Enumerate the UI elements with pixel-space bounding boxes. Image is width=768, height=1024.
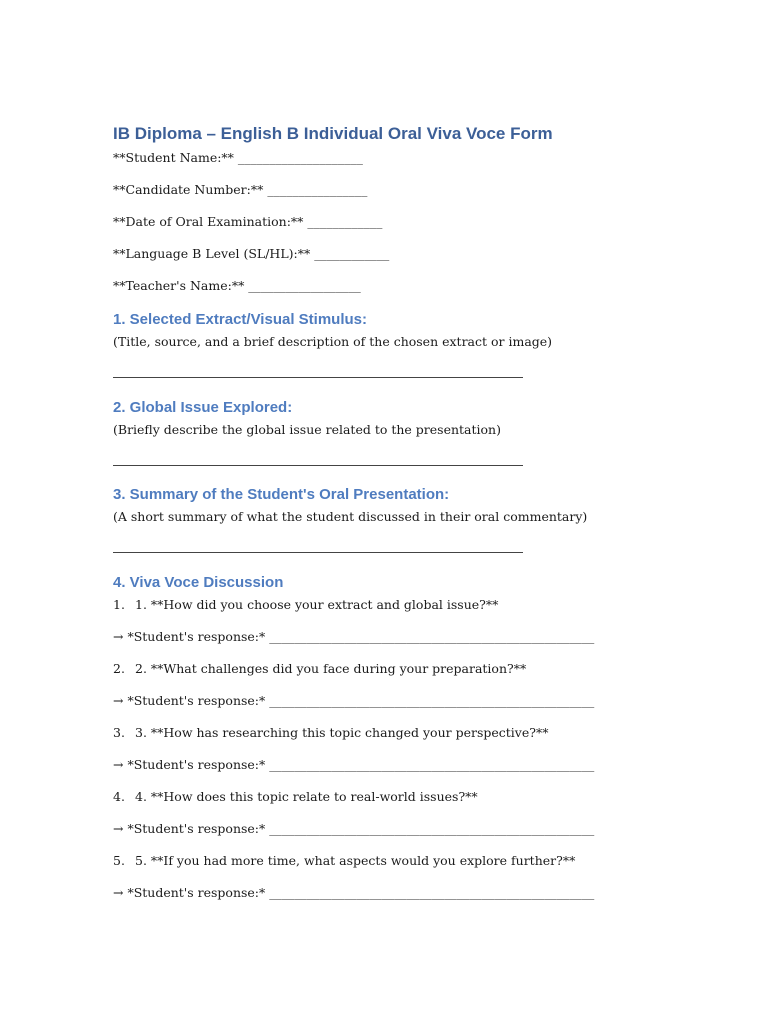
viva-question — [113, 853, 575, 869]
question-number: 2. — [113, 661, 125, 676]
question-text: 4. **How does this topic relate to real-world issues?** — [135, 789, 478, 804]
question-number: 4. — [113, 789, 125, 804]
answer-line-extract — [113, 377, 523, 378]
student-response-line — [113, 885, 594, 901]
response-label: → *Student's response:* — [113, 629, 270, 644]
student-response-line — [113, 757, 594, 773]
response-blank: ____________________________________________________ — [269, 757, 595, 772]
response-blank: ____________________________________________________ — [269, 821, 595, 836]
student-name-field — [113, 150, 363, 166]
field-label: **Date of Oral Examination:** — [113, 214, 308, 229]
response-label: → *Student's response:* — [113, 821, 270, 836]
section-heading-extract: 1. Selected Extract/Visual Stimulus: — [113, 311, 367, 328]
response-label: → *Student's response:* — [113, 757, 270, 772]
field-blank: ________________ — [267, 182, 368, 197]
response-blank: ____________________________________________________ — [269, 693, 595, 708]
section-note-summary: (A short summary of what the student discussed in their oral commentary) — [113, 509, 588, 524]
question-text: 2. **What challenges did you face during your preparation?** — [135, 661, 527, 676]
language-level-field — [113, 246, 389, 262]
field-blank: ____________ — [314, 246, 390, 261]
student-response-line — [113, 629, 594, 645]
section-heading-summary: 3. Summary of the Student's Oral Presentation: — [113, 486, 450, 503]
field-label: **Candidate Number:** — [113, 182, 268, 197]
field-label: **Teacher's Name:** — [113, 278, 249, 293]
field-blank: ____________________ — [237, 150, 363, 165]
question-number: 3. — [113, 725, 125, 740]
section-note-extract: (Title, source, and a brief description of the chosen extract or image) — [113, 334, 553, 349]
question-text: 5. **If you had more time, what aspects would you explore further?** — [135, 853, 576, 868]
section-heading-viva-voce: 4. Viva Voce Discussion — [113, 574, 284, 591]
field-label: **Language B Level (SL/HL):** — [113, 246, 315, 261]
teacher-name-field — [113, 278, 361, 294]
response-blank: ____________________________________________________ — [269, 885, 595, 900]
answer-line-summary — [113, 552, 523, 553]
response-label: → *Student's response:* — [113, 885, 270, 900]
response-blank: ____________________________________________________ — [269, 629, 595, 644]
question-text: 3. **How has researching this topic changed your perspective?** — [135, 725, 549, 740]
section-note-global-issue: (Briefly describe the global issue related to the presentation) — [113, 422, 501, 437]
question-text: 1. **How did you choose your extract and global issue?** — [135, 597, 499, 612]
response-label: → *Student's response:* — [113, 693, 270, 708]
question-number: 1. — [113, 597, 125, 612]
candidate-number-field — [113, 182, 367, 198]
student-response-line — [113, 693, 594, 709]
form-title: IB Diploma – English B Individual Oral Viva Voce Form — [113, 124, 553, 143]
exam-date-field — [113, 214, 382, 230]
field-label: **Student Name:** — [113, 150, 238, 165]
student-response-line — [113, 821, 594, 837]
field-blank: ____________ — [307, 214, 383, 229]
field-blank: __________________ — [248, 278, 361, 293]
viva-question — [113, 789, 478, 805]
section-heading-global-issue: 2. Global Issue Explored: — [113, 399, 293, 416]
answer-line-global-issue — [113, 465, 523, 466]
viva-question — [113, 597, 498, 613]
question-number: 5. — [113, 853, 125, 868]
viva-question — [113, 725, 548, 741]
viva-question — [113, 661, 526, 677]
